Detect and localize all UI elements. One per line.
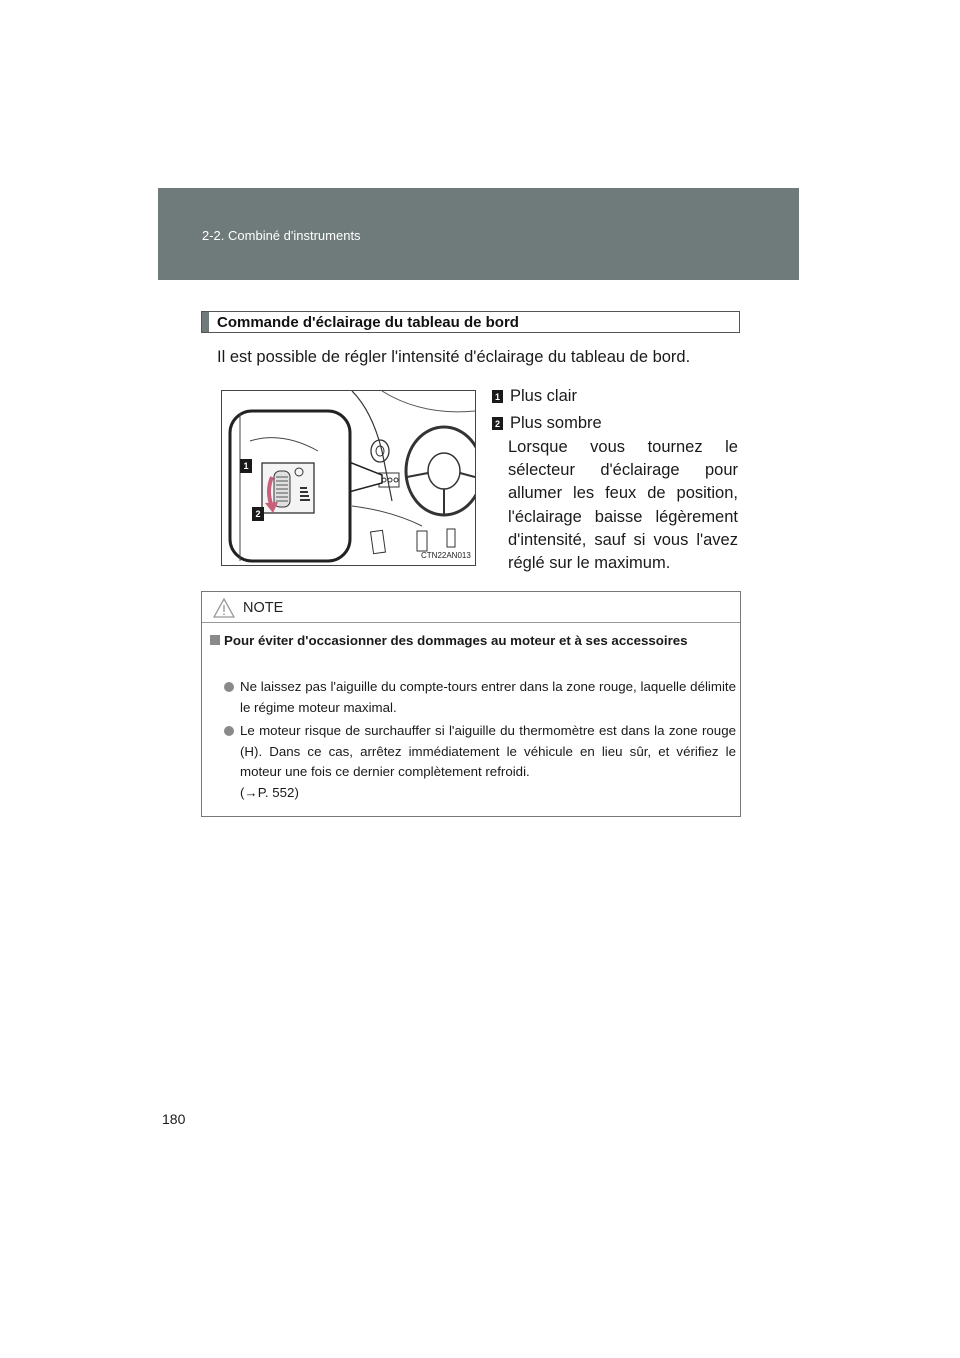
note-subheading-text: Pour éviter d'occasionner des dommages au moteur et à ses accessoires	[224, 633, 688, 648]
legend-number: 1	[492, 390, 503, 403]
intro-text: Il est possible de régler l'intensité d'éclairage du tableau de bord.	[217, 348, 691, 366]
legend-number: 2	[492, 417, 503, 430]
page-reference-link[interactable]: (→P. 552)	[240, 784, 299, 800]
note-bullet-text: Ne laissez pas l'aiguille du compte-tours entrer dans la zone rouge, laquelle délimite le régime moteur maximal.	[240, 679, 736, 715]
dashboard-illustration	[221, 390, 476, 566]
section-title: 2-2. Combiné d'instruments	[202, 228, 361, 243]
circle-bullet-icon	[224, 682, 234, 692]
circle-bullet-icon	[224, 726, 234, 736]
legend-item-brighter	[492, 387, 577, 406]
topic-title-text: Commande d'éclairage du tableau de bord	[217, 313, 519, 331]
callout-1: 1	[240, 459, 252, 473]
callout-2: 2	[252, 507, 264, 521]
warning-triangle-icon	[213, 598, 235, 618]
figure-code: CTN22AN013	[421, 551, 471, 560]
description-text: Lorsque vous tournez le sélecteur d'éclairage pour allumer les feux de position, l'éclairage baisse légèrement d'intensité, sauf si vous l'avez réglé sur le maximum.	[508, 438, 738, 573]
legend-label: Plus sombre	[510, 414, 602, 432]
note-header	[213, 598, 283, 618]
topic-title-bar	[202, 312, 209, 332]
note-subheading	[210, 631, 735, 651]
note-heading: NOTE	[243, 600, 284, 616]
header-band	[158, 188, 799, 280]
legend-label: Plus clair	[510, 387, 577, 405]
square-bullet-icon	[210, 635, 220, 645]
note-bullet	[224, 721, 736, 803]
topic-title	[201, 311, 740, 333]
note-bullet	[224, 677, 736, 718]
note-divider	[202, 622, 740, 623]
dashboard-drawing	[222, 391, 475, 565]
legend-item-darker	[492, 414, 602, 433]
page-number: 180	[162, 1111, 186, 1127]
note-box	[201, 591, 741, 817]
note-bullet-text: Le moteur risque de surchauffer si l'aiguille du thermomètre est dans la zone rouge (H). Dans ce cas, arrêtez immédiatement le véhicule en lieu sûr, et vérifiez le moteur une fois ce dernier complètement refroidi.	[240, 723, 736, 779]
